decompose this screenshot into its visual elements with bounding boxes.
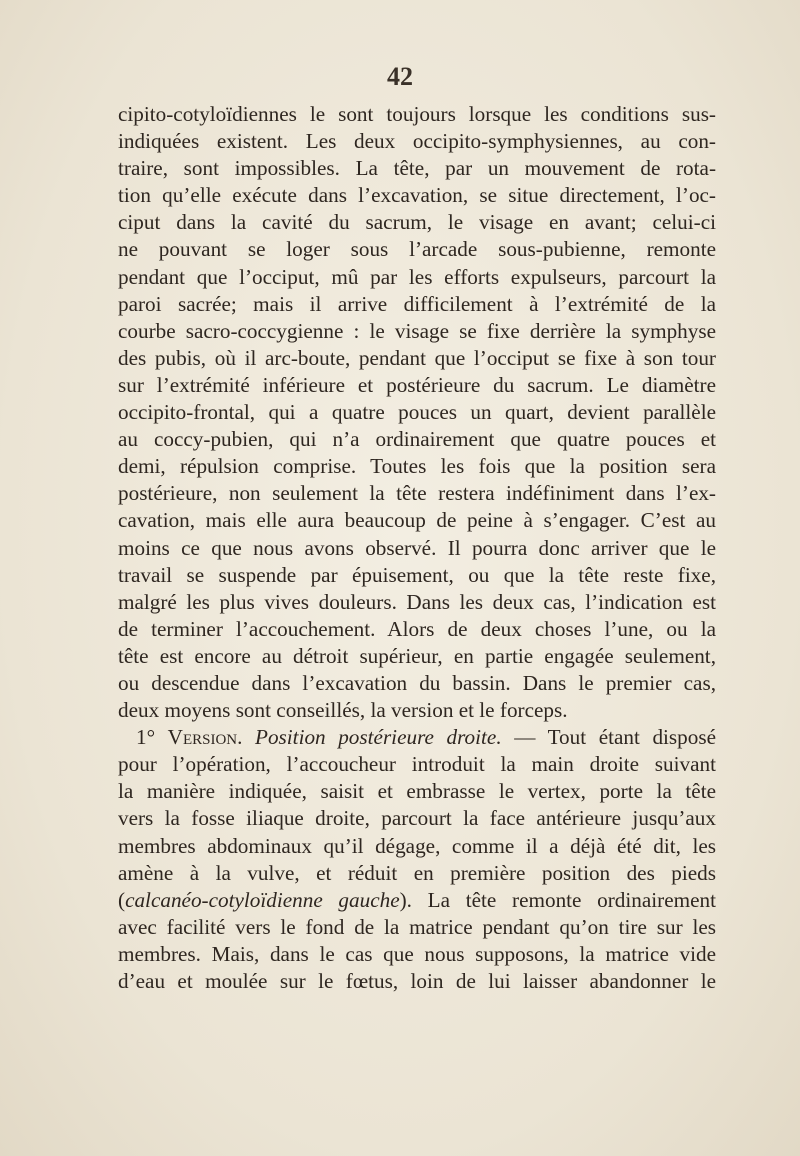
text-line: membres. Mais, dans le cas que nous supposons, la matrice vide [118, 941, 716, 966]
text-line: amène à la vulve, et réduit en première position des pieds [118, 860, 716, 885]
text-line [118, 887, 716, 914]
text-line: au coccy-pubien, qui n’a ordinairement que quatre pouces et [118, 427, 716, 452]
paren-open: ( [118, 887, 126, 912]
text-line: demi, répulsion comprise. Toutes les fois que la position sera [118, 454, 716, 479]
text-line: tion qu’elle exécute dans l’excavation, se situe directement, l’oc- [118, 183, 716, 208]
section-subtitle: Position postérieure droite. [255, 725, 502, 750]
text-line: d’eau et moulée sur le fœtus, loin de lui laisser abandonner le [118, 969, 716, 993]
text-line: moins ce que nous avons observé. Il pourra donc arriver que le [118, 535, 716, 560]
text-line: occipito-frontal, qui a quatre pouces un quart, devient parallèle [118, 400, 716, 425]
text-line: avec facilité vers le fond de la matrice pendant qu’on tire sur les [118, 914, 716, 939]
text-line: ne pouvant se loger sous l’arcade sous-pubienne, remonte [118, 237, 716, 262]
text-line: traire, sont impossibles. La tête, par un mouvement de rota- [118, 156, 716, 181]
text-line: indiquées existent. Les deux occipito-symphysiennes, au con- [118, 129, 716, 154]
text-line: paroi sacrée; mais il arrive difficilement à l’extrémité de la [118, 291, 716, 316]
section-lead-text: — Tout étant disposé [514, 725, 717, 750]
text-line: cipito-cotyloïdiennes le sont toujours lorsque les conditions sus- [118, 102, 716, 126]
italic-term: calcanéo-cotyloïdienne gauche [125, 887, 400, 912]
text-line: membres abdominaux qu’il dégage, comme il a déjà été dit, les [118, 833, 716, 858]
line-remainder: ). La tête remonte ordinairement [399, 887, 716, 912]
text-line: de terminer l’accouchement. Alors de deux choses l’une, ou la [118, 616, 716, 641]
text-line: courbe sacro-coccygienne : le visage se fixe derrière la symphyse [118, 318, 716, 343]
text-line: tête est encore au détroit supérieur, en partie engagée seulement, [118, 643, 716, 668]
text-line: pendant que l’occiput, mû par les efforts expulseurs, parcourt la [118, 264, 716, 289]
section-heading-line [118, 724, 716, 751]
section-number: 1° [136, 725, 156, 750]
text-line: travail se suspende par épuisement, ou que la tête reste fixe, [118, 562, 716, 587]
text-line: deux moyens sont conseillés, la version et le forceps. [118, 698, 568, 723]
text-line: sur l’extrémité inférieure et postérieure du sacrum. Le diamètre [118, 372, 716, 397]
text-line: ciput dans la cavité du sacrum, le visage en avant; celui-ci [118, 210, 716, 235]
section-title: Version. [167, 725, 243, 750]
text-line: cavation, mais elle aura beaucoup de peine à s’engager. C’est au [118, 508, 716, 533]
text-line: vers la fosse iliaque droite, parcourt la face antérieure jusqu’aux [118, 806, 716, 831]
text-line: la manière indiquée, saisit et embrasse le vertex, porte la tête [118, 779, 716, 804]
text-line: ou descendue dans l’excavation du bassin. Dans le premier cas, [118, 670, 716, 695]
text-line: postérieure, non seulement la tête restera indéfiniment dans l’ex- [118, 481, 716, 506]
body-text [118, 101, 716, 995]
text-line: pour l’opération, l’accoucheur introduit la main droite suivant [118, 752, 716, 777]
page-number: 42 [387, 62, 413, 91]
text-line: malgré les plus vives douleurs. Dans les deux cas, l’indication est [118, 589, 716, 614]
text-line: des pubis, où il arc-boute, pendant que l’occiput se fixe à son tour [118, 345, 716, 370]
